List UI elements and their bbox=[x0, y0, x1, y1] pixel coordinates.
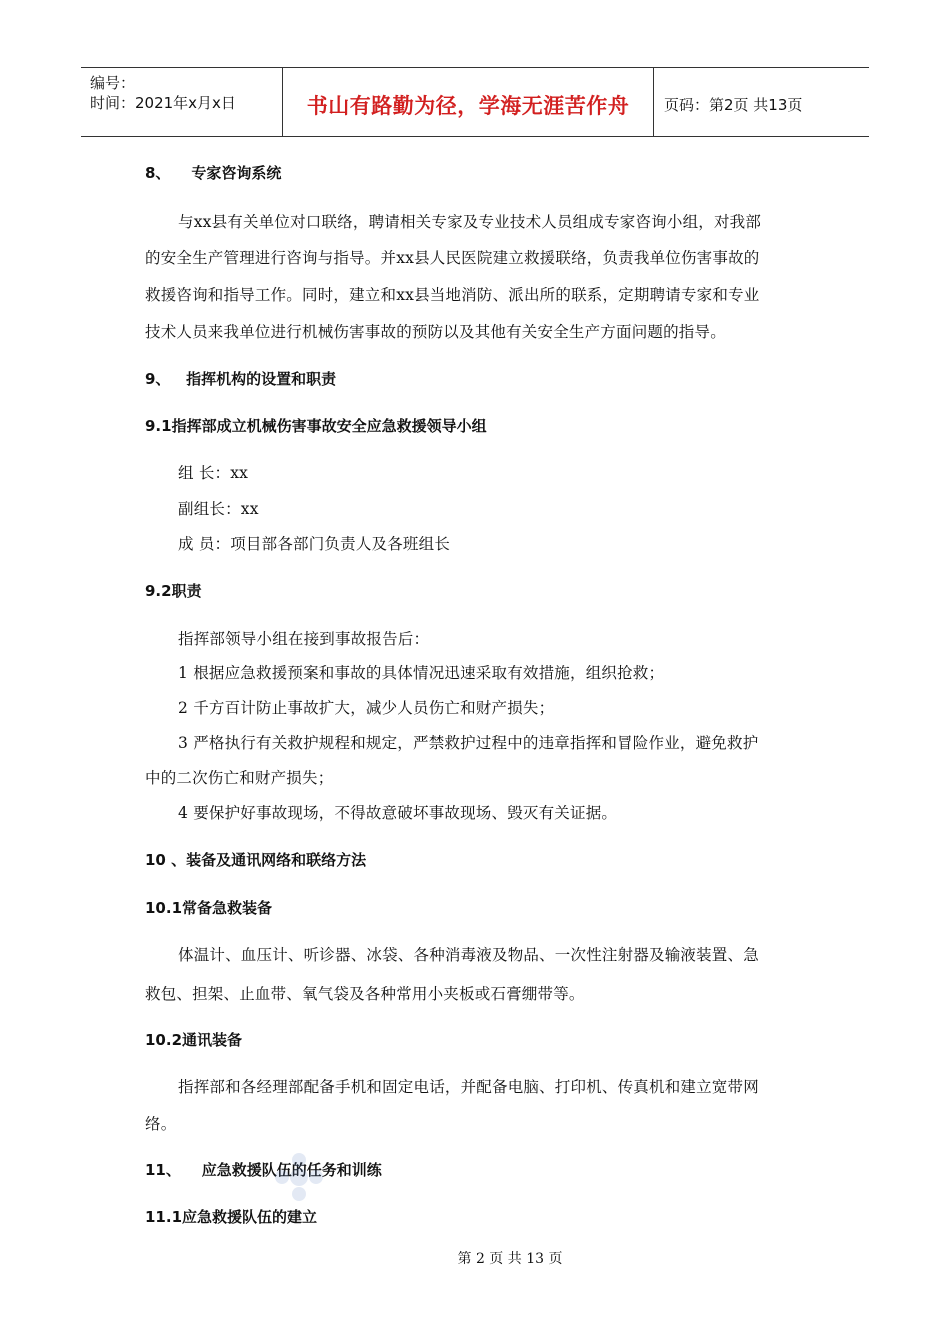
communication-paragraph-line: 指挥部和各经理部配备手机和固定电话，并配备电脑、打印机、传真机和建立宽带网 bbox=[178, 1078, 759, 1096]
deputy-leader-line: 副组长：xx bbox=[178, 500, 259, 518]
watermark-icon bbox=[272, 1150, 326, 1204]
equipment-paragraph-line: 救包、担架、止血带、氧气袋及各种常用小夹板或石膏绷带等。 bbox=[145, 985, 585, 1003]
header-motto: 书山有路勤为径，学海无涯苦作舟 bbox=[306, 94, 630, 118]
communication-paragraph-line: 络。 bbox=[145, 1115, 177, 1133]
equipment-paragraph-line: 体温计、血压计、听诊器、冰袋、各种消毒液及物品、一次性注射器及输液装置、急 bbox=[178, 946, 759, 964]
header-page-info: 页码：第2页 共13页 bbox=[664, 96, 803, 114]
section-11-1-heading: 11.1应急救援队伍的建立 bbox=[145, 1208, 318, 1226]
members-line: 成 员：项目部各部门负责人及各班组长 bbox=[178, 535, 451, 553]
header-right-cell bbox=[654, 68, 869, 136]
duty-item-2: 2 千方百计防止事故扩大，减少人员伤亡和财产损失； bbox=[178, 699, 555, 717]
header-center-cell bbox=[283, 68, 654, 136]
duty-item-1: 1 根据应急救援预案和事故的具体情况迅速采取有效措施，组织抢救； bbox=[178, 664, 665, 682]
section-8-paragraph-line: 救援咨询和指导工作。同时，建立和xx县当地消防、派出所的联系，定期聘请专家和专业 bbox=[145, 286, 760, 304]
page-footer bbox=[0, 1248, 950, 1268]
section-10-1-heading: 10.1常备急救装备 bbox=[145, 899, 273, 917]
section-11-heading: 11、 应急救援队伍的任务和训练 bbox=[145, 1161, 382, 1179]
section-8-paragraph-line: 与xx县有关单位对口联络，聘请相关专家及专业技术人员组成专家咨询小组，对我部 bbox=[178, 213, 762, 231]
date-label: 时间：2021年x月x日 bbox=[90, 94, 236, 112]
section-8-paragraph-line: 技术人员来我单位进行机械伤害事故的预防以及其他有关安全生产方面问题的指导。 bbox=[145, 323, 726, 341]
section-10-heading: 10 、装备及通讯网络和联络方法 bbox=[145, 851, 367, 869]
duty-item-3-continued: 中的二次伤亡和财产损失； bbox=[145, 769, 334, 787]
duty-item-4: 4 要保护好事故现场，不得故意破坏事故现场、毁灭有关证据。 bbox=[178, 804, 618, 822]
footer-page-number: 第 2 页 共 13 页 bbox=[457, 1251, 563, 1267]
section-10-2-heading: 10.2通讯装备 bbox=[145, 1031, 243, 1049]
section-9-2-heading: 9.2职责 bbox=[145, 582, 202, 600]
header-left-cell bbox=[81, 68, 283, 136]
number-label: 编号： bbox=[90, 74, 136, 92]
section-8-heading: 8、 专家咨询系统 bbox=[145, 164, 282, 182]
section-9-1-heading: 9.1指挥部成立机械伤害事故安全应急救援领导小组 bbox=[145, 417, 487, 435]
section-9-heading: 9、 指挥机构的设置和职责 bbox=[145, 370, 337, 388]
section-8-paragraph-line: 的安全生产管理进行咨询与指导。并xx县人民医院建立救援联络，负责我单位伤害事故的 bbox=[145, 249, 760, 267]
leader-line: 组 长：xx bbox=[178, 464, 249, 482]
duty-item-3: 3 严格执行有关救护规程和规定，严禁救护过程中的违章指挥和冒险作业，避免救护 bbox=[178, 734, 759, 752]
duties-intro: 指挥部领导小组在接到事故报告后： bbox=[178, 630, 430, 648]
header-table bbox=[81, 67, 869, 137]
